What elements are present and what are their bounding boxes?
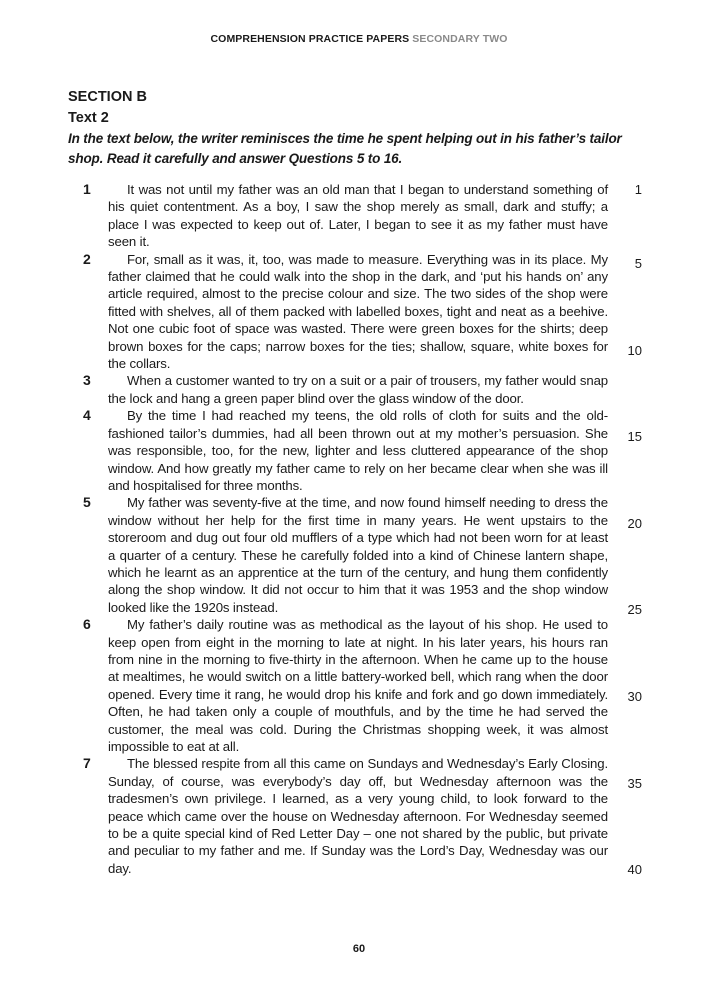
line-number-column	[0, 181, 718, 901]
instruction-text: In the text below, the writer reminisces the time he spent helping out in his father’s tailor shop. Read it carefully and answer Questions 5 to 16.	[68, 131, 622, 166]
section-title: SECTION B	[68, 89, 147, 105]
paragraph-number: 4	[83, 407, 91, 424]
paragraph-text: My father was seventy-five at the time, and now found himself needing to dress the window without her help for the first time in many years. He went upstairs to the storeroom and dug out four old mufflers of a type which had not been worn for at least a quarter of a century. These he carefully folded into a kind of Chinese lantern shape, which he learnt as an apprentice at the turn of the century, and hung them confidently along the shop window. It did not occur to him that it was 1953 and the shop window looked like the 1920s instead.	[108, 495, 608, 615]
paragraph-text: For, small as it was, it, too, was made to measure. Everything was in its place. My father claimed that he could walk into the shop in the dark, and ‘put his hands on’ any article required, almost to the precise colour and size. The two sides of the shop were fitted with shelves, all of them packed with labelled boxes, tight and neat as a beehive. Not one cubic foot of space was wasted. There were green boxes for the shirts; deep brown boxes for the caps; narrow boxes for the ties; shallow, square, white boxes for the collars.	[108, 251, 608, 372]
line-number: 25	[627, 602, 642, 617]
line-number: 10	[627, 343, 642, 358]
paragraph-text: My father’s daily routine was as methodical as the layout of his shop. He used to keep open from eight in the morning to late at night. In his later years, his hours ran from nine in the morning to five-thirty in the afternoon. When he came up to the house at mealtimes, he would switch on a little battery-worked bell, which rang when the door opened. Every time it rang, he would drop his knife and fork and go down immediately. Often, he had taken only a couple of mouthfuls, and by the time he had served the customer, the meal was cold. During the Christmas shopping week, it was almost impossible to eat at all.	[108, 617, 608, 754]
text-label: Text 2	[68, 110, 109, 126]
line-number: 35	[627, 776, 642, 791]
page-number: 60	[352, 943, 366, 955]
line-number: 30	[627, 689, 642, 704]
paragraph-text: By the time I had reached my teens, the old rolls of cloth for suits and the old-fashioned tailor’s dummies, had all been thrown out at my mother’s persuasion. She was responsible, too, for the new, lighter and less cluttered appearance of the shop window. And how greatly my father came to rely on her became clear when she was ill and hospitalised for three months.	[108, 408, 608, 493]
header-subtitle: SECONDARY TWO	[412, 33, 508, 45]
paragraph-number: 2	[83, 250, 91, 267]
paragraph-number: 5	[83, 494, 91, 511]
paragraph-number: 7	[83, 755, 91, 772]
section-intro	[68, 88, 640, 168]
header-title: COMPREHENSION PRACTICE PAPERS	[210, 33, 410, 45]
paragraph-number: 1	[83, 181, 91, 197]
line-number: 1	[634, 182, 642, 197]
line-number: 15	[627, 429, 642, 444]
running-header	[0, 33, 718, 45]
paragraph-number: 6	[83, 616, 91, 633]
paragraph-text: It was not until my father was an old man that I began to understand something of his quiet contentment. As a boy, I saw the shop merely as small, dark and stuffy; a place I was expected to keep out of. Later, I began to see it as my father must have seen it.	[108, 182, 608, 250]
line-number: 20	[627, 516, 642, 531]
line-number: 5	[634, 256, 642, 271]
line-number: 40	[627, 862, 642, 877]
paragraph-text: The blessed respite from all this came on Sundays and Wednesday’s Early Closing. Sunday, of course, was everybody’s day off, but Wednesday afternoon was the tradesmen’s own privilege. I learned, as a very young child, to look forward to the peace which came over the house on Wednesday afternoon. For Wednesday seemed to be a quite special kind of Red Letter Day – one not shared by the public, but private and peculiar to my father and me. If Sunday was the Lord’s Day, Wednesday was our day.	[108, 756, 608, 876]
paragraph-text: When a customer wanted to try on a suit or a pair of trousers, my father would snap the lock and hang a green paper blind over the glass window of the door.	[108, 373, 608, 406]
paragraph-number: 3	[83, 372, 91, 389]
